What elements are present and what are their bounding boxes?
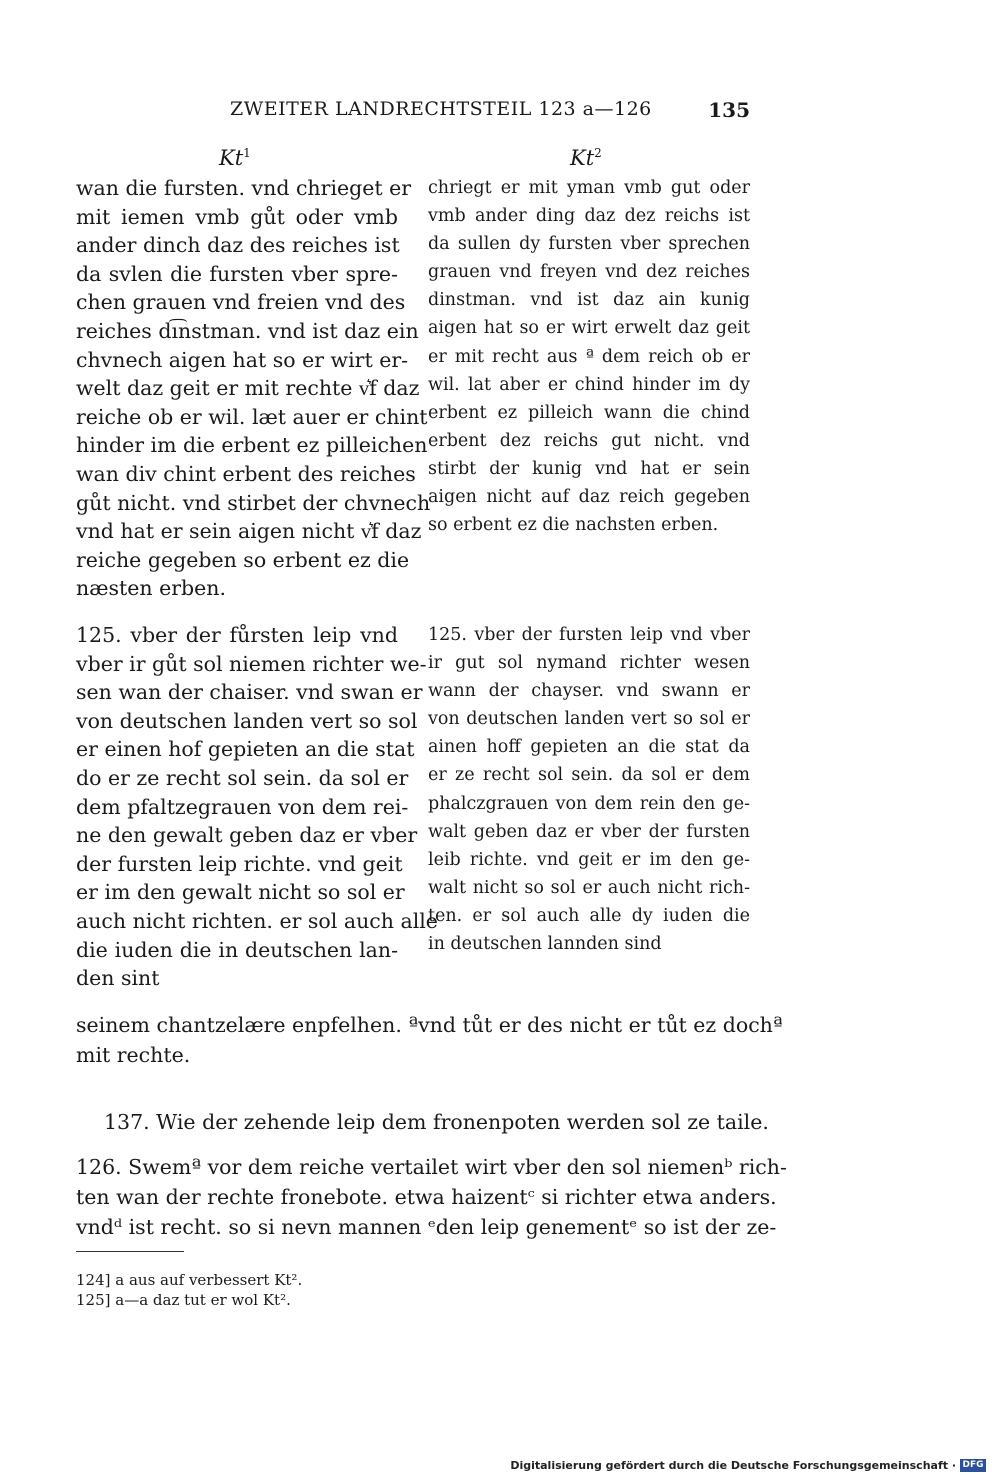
text-line: gůt nicht. vnd stirbet der chvnech	[76, 490, 431, 515]
text-line: er einen hof gepieten an die stat	[76, 737, 415, 762]
section-heading-137: 137. Wie der zehende leip dem fronenpoten werden sol ze taile.	[104, 1110, 769, 1134]
text-line: er mit recht aus ª dem reich ob er	[428, 346, 750, 367]
text-line: welt daz geit er mit rechte v͛f daz	[76, 376, 420, 401]
right-column-block-1	[428, 174, 750, 539]
text-line: von deutschen landen vert so sol er	[428, 709, 750, 730]
text-line: dem pfaltzegrauen von dem rei-	[76, 794, 409, 819]
footnote-divider	[76, 1251, 184, 1252]
text-line: stirbt der kunig vnd hat er sein	[428, 458, 750, 479]
text-line: aigen hat so er wirt erwelt daz geit	[428, 318, 750, 339]
text-line: ander dinch daz des reiches ist	[76, 233, 400, 258]
text-line: hinder im die erbent ez pilleichen	[76, 433, 428, 458]
text-line: ne den gewalt geben daz er vber	[76, 823, 418, 848]
right-column-block-2	[428, 621, 750, 958]
text-line: ainen hoff gepieten an die stat da	[428, 737, 750, 758]
text-line: 125. vber der fursten leip vnd vber	[428, 625, 750, 645]
text-line: dinstman. vnd ist daz ain kunig	[428, 290, 750, 311]
text-line: walt geben daz er vber der fursten	[428, 821, 750, 842]
text-line: in deutschen lannden sind	[428, 934, 662, 955]
text-line: vmb ander ding daz dez reichs ist	[428, 206, 750, 227]
left-column-heading: Kt$^1$	[219, 146, 251, 170]
left-column-block-2	[76, 621, 438, 993]
text-line: der fursten leip richte. vnd geit	[76, 851, 403, 876]
text-line: wil. lat aber er chind hinder im dy	[428, 374, 750, 395]
right-column-heading: Kt$^2$	[570, 146, 602, 170]
text-line: chvnech aigen hat so er wirt er-	[76, 347, 409, 372]
text-line: von deutschen landen vert so sol	[76, 708, 418, 733]
text-line: chriegt er mit yman vmb gut oder	[428, 178, 750, 198]
full-width-paragraph-1	[76, 1010, 783, 1070]
footnotes	[76, 1270, 302, 1310]
text-line: 125. vber der fůrsten leip vnd	[76, 623, 398, 647]
page-number: 135	[708, 98, 750, 122]
text-line: ten wan der rechte fronebote. etwa haizentᶜ si richter etwa anders.	[76, 1185, 777, 1209]
text-line: sen wan der chaiser. vnd swan er	[76, 680, 423, 705]
text-line: reiche ob er wil. læt auer er chint	[76, 404, 428, 429]
text-line: wan die fursten. vnd chrieget er	[76, 176, 412, 200]
full-width-paragraph-2	[76, 1152, 787, 1242]
digitization-credit	[510, 1459, 986, 1472]
text-line: vndᵈ ist recht. so si nevn mannen ᵉden leip genementᵉ so ist der ze-	[76, 1215, 777, 1239]
text-line: ten. er sol auch alle dy iuden die	[428, 905, 750, 926]
text-line: da sullen dy fursten vber sprechen	[428, 234, 750, 255]
text-line: mit rechte.	[76, 1043, 191, 1067]
text-line: reiche gegeben so erbent ez die	[76, 547, 410, 572]
text-line: auch nicht richten. er sol auch alle	[76, 908, 438, 933]
text-line: so erbent ez die nachsten erben.	[428, 515, 719, 536]
text-line: er ze recht sol sein. da sol er dem	[428, 765, 750, 786]
text-line: reiches dı͡nstman. vnd ist daz ein	[76, 318, 419, 343]
text-line: phalczgrauen von dem rein den ge-	[428, 793, 750, 814]
page-header	[230, 98, 750, 128]
left-column-block-1	[76, 174, 431, 603]
text-line: do er ze recht sol sein. da sol er	[76, 765, 409, 790]
text-line: vnd hat er sein aigen nicht v͛f daz	[76, 519, 422, 544]
text-line: walt nicht so sol er auch nicht rich-	[428, 877, 750, 898]
text-line: erbent dez reichs gut nicht. vnd	[428, 430, 750, 451]
text-line: da svlen die fursten vber spre-	[76, 261, 398, 286]
text-line: ir gut sol nymand richter wesen	[428, 653, 750, 674]
running-head: ZWEITER LANDRECHTSTEIL 123 a—126	[230, 98, 652, 120]
text-line: vber ir gůt sol niemen richter we-	[76, 651, 427, 676]
text-line: chen grauen vnd freien vnd des	[76, 290, 406, 315]
text-line: mit iemen vmb gůt oder vmb	[76, 204, 398, 229]
dfg-logo: DFG	[960, 1459, 986, 1472]
text-line: wann der chayser. vnd swann er	[428, 681, 750, 702]
footnote: 125] a—a daz tut er wol Kt².	[76, 1291, 291, 1309]
text-line: er im den gewalt nicht so sol er	[76, 880, 405, 905]
text-line: die iuden die in deutschen lan-	[76, 937, 398, 962]
text-line: seinem chantzelære enpfelhen. ªvnd tůt er des nicht er tůt ez dochª	[76, 1013, 783, 1037]
text-line: erbent ez pilleich wann die chind	[428, 402, 750, 423]
credit-text: Digitalisierung gefördert durch die Deutsche Forschungsgemeinschaft ·	[510, 1459, 956, 1472]
text-line: grauen vnd freyen vnd dez reiches	[428, 262, 750, 283]
text-line: 126. Swemª vor dem reiche vertailet wirt vber den sol niemenᵇ rich-	[76, 1155, 787, 1179]
footnote: 124] a aus auf verbessert Kt².	[76, 1271, 303, 1289]
text-line: aigen nicht auf daz reich gegeben	[428, 487, 750, 508]
text-line: wan div chint erbent des reiches	[76, 461, 416, 486]
text-line: den sint	[76, 966, 160, 991]
text-line: leib richte. vnd geit er im den ge-	[428, 849, 750, 870]
text-line: næsten erben.	[76, 576, 226, 601]
